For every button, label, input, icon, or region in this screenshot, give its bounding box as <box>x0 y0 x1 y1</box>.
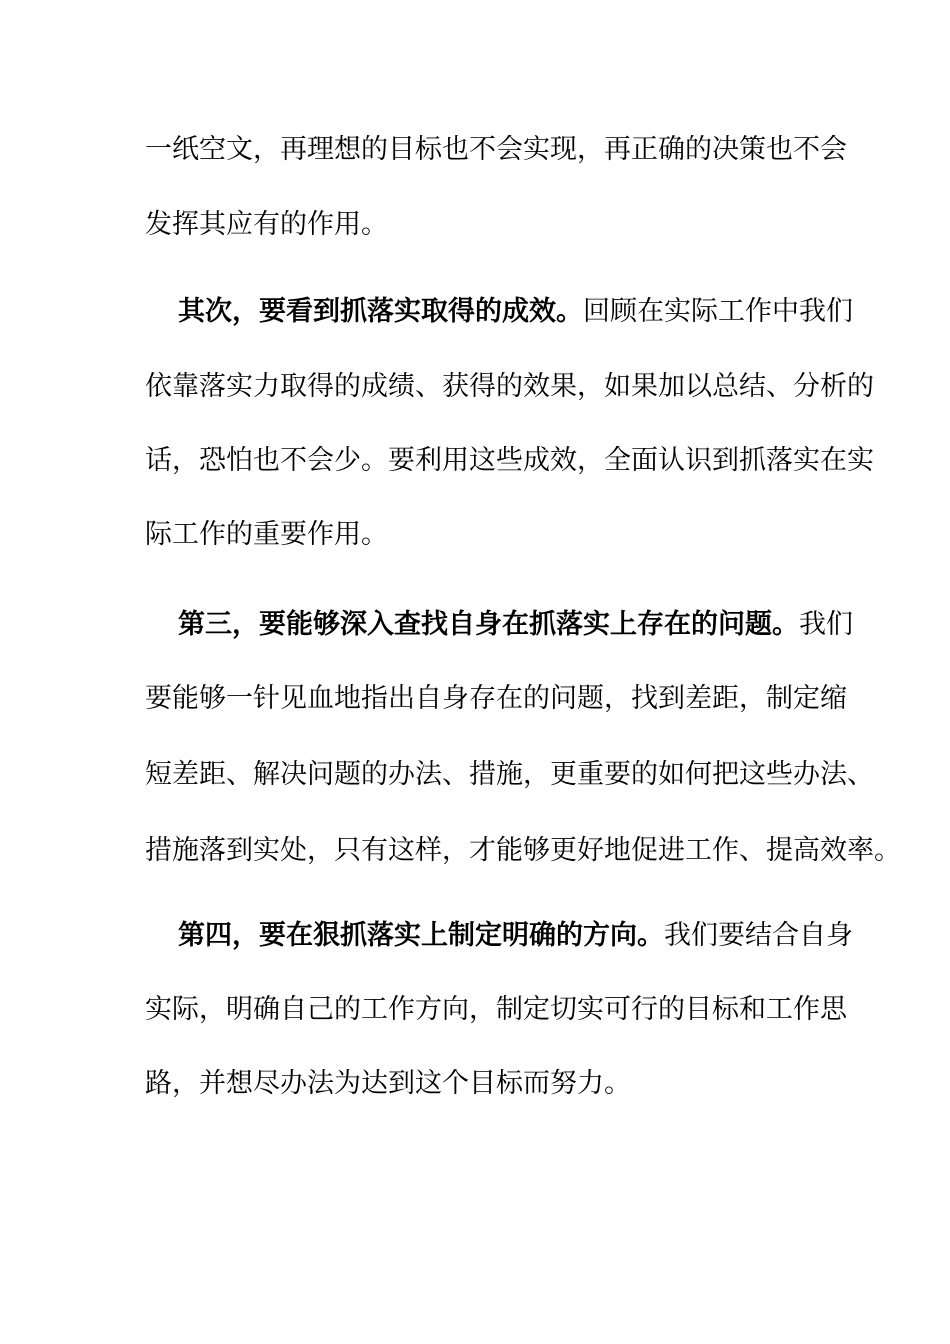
paragraph-1-line-2: 发挥其应有的作用。 <box>145 209 388 240</box>
paragraph-3-heading: 第三，要能够深入查找自身在抓落实上存在的问题。 <box>178 609 799 640</box>
paragraph-4-line-2: 实际，明确自己的工作方向，制定切实可行的目标和工作思 <box>145 994 847 1025</box>
paragraph-4-line-3: 路，并想尽办法为达到这个目标而努力。 <box>145 1068 631 1099</box>
paragraph-2-line-1 <box>178 292 858 332</box>
paragraph-4-line-1 <box>178 916 858 956</box>
paragraph-2-line-1-text: 回顾在实际工作中我们 <box>583 296 853 327</box>
paragraph-3-line-1 <box>178 605 858 645</box>
paragraph-3-line-4: 措施落到实处，只有这样，才能够更好地促进工作、提高效率。 <box>145 835 901 866</box>
paragraph-1-line-1: 一纸空文，再理想的目标也不会实现，再正确的决策也不会 <box>145 134 847 165</box>
paragraph-3-line-3: 短差距、解决问题的办法、措施，更重要的如何把这些办法、 <box>145 759 874 790</box>
paragraph-4-line-1-text: 我们要结合自身 <box>664 920 853 951</box>
paragraph-3-line-2: 要能够一针见血地指出自身存在的问题，找到差距，制定缩 <box>145 683 847 714</box>
paragraph-4-heading: 第四，要在狠抓落实上制定明确的方向。 <box>178 920 664 951</box>
paragraph-2-heading: 其次，要看到抓落实取得的成效。 <box>178 296 583 327</box>
paragraph-2-line-2: 依靠落实力取得的成绩、获得的效果，如果加以总结、分析的 <box>145 371 874 402</box>
paragraph-2-line-4: 际工作的重要作用。 <box>145 519 388 550</box>
paragraph-2-line-3: 话，恐怕也不会少。要利用这些成效，全面认识到抓落实在实 <box>145 445 874 476</box>
paragraph-3-line-1-text: 我们 <box>799 609 853 640</box>
